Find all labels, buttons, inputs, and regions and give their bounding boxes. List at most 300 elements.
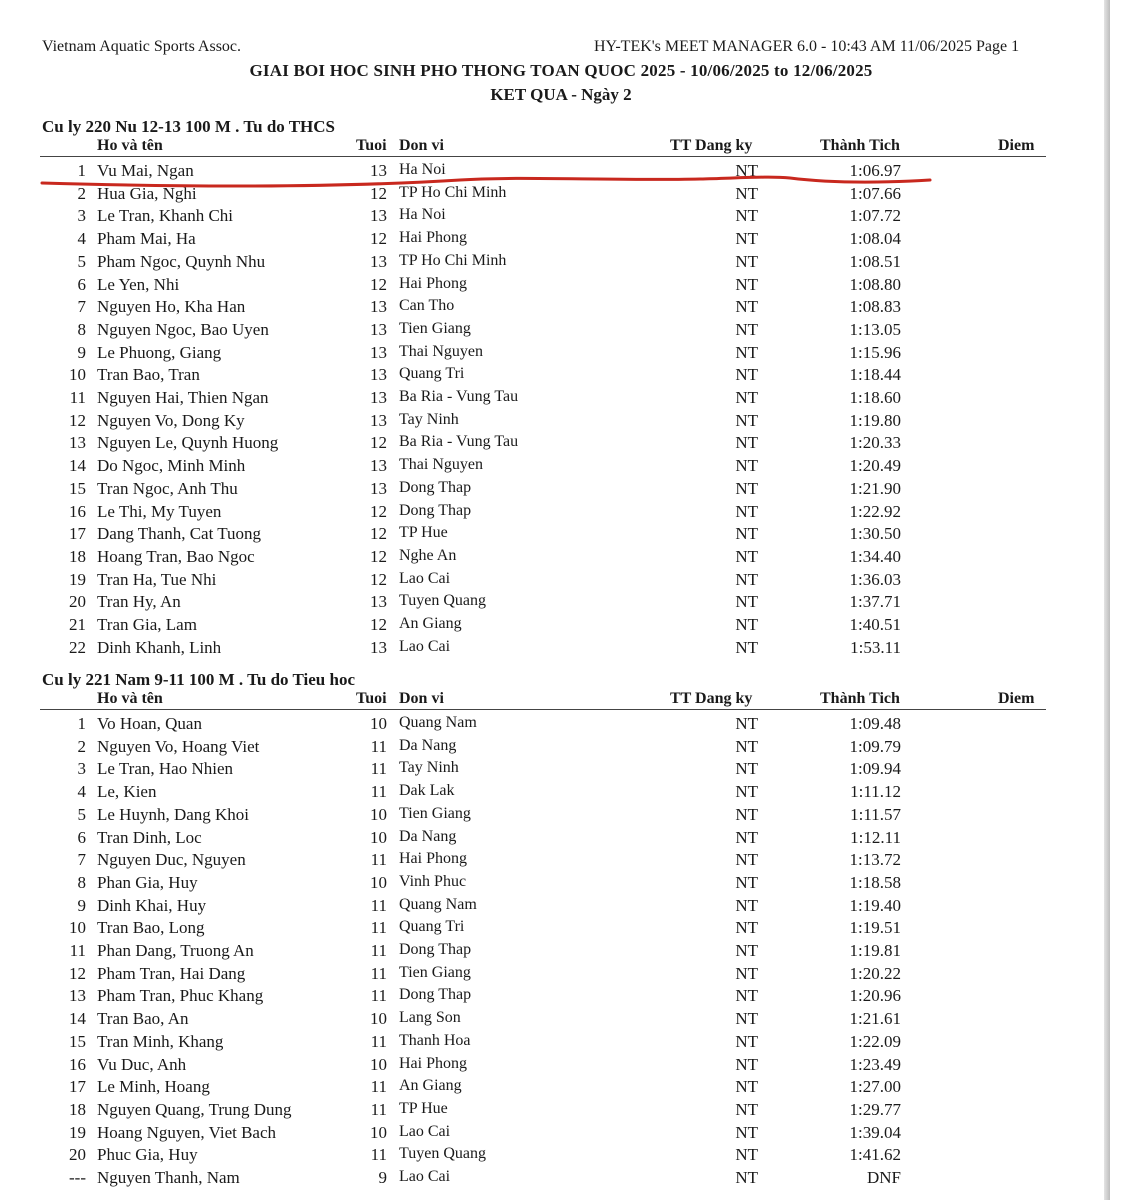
place-cell: 14: [69, 456, 86, 476]
finals-time-cell: 1:21.61: [849, 1009, 901, 1029]
table-row: [0, 941, 1110, 963]
event-title: Cu ly 220 Nu 12-13 100 M . Tu do THCS: [42, 117, 336, 136]
table-row: [0, 479, 1110, 501]
age-cell: 12: [370, 501, 387, 521]
swimmer-name-cell: Tran Gia, Lam: [97, 615, 197, 634]
seed-time-cell: NT: [735, 850, 758, 870]
table-row: [0, 229, 1110, 251]
finals-time-cell: 1:09.79: [849, 736, 901, 756]
team-cell: TP Hue: [399, 1099, 448, 1117]
finals-time-cell: 1:11.57: [850, 804, 901, 824]
age-cell: 10: [370, 714, 387, 733]
finals-time-cell: 1:08.51: [849, 251, 901, 271]
team-cell: Quang Tri: [399, 918, 465, 936]
table-row: [0, 1032, 1110, 1054]
table-row: [0, 737, 1110, 759]
finals-time-cell: 1:07.72: [849, 206, 901, 226]
swimmer-name-cell: Phuc Gia, Huy: [97, 1145, 198, 1165]
team-cell: Lao Cai: [399, 637, 451, 655]
place-cell: 5: [77, 804, 86, 824]
team-cell: TP Ho Chi Minh: [399, 251, 507, 269]
header-rule: [40, 709, 1046, 710]
table-row: [0, 570, 1110, 592]
place-cell: 11: [69, 388, 86, 407]
table-row: [0, 1145, 1110, 1167]
age-cell: 12: [370, 569, 387, 589]
swimmer-name-cell: Dang Thanh, Cat Tuong: [97, 524, 262, 544]
finals-time-cell: 1:18.44: [849, 365, 901, 385]
age-cell: 11: [370, 782, 387, 802]
table-row: [0, 252, 1110, 274]
place-cell: 14: [69, 1009, 86, 1029]
swimmer-name-cell: Le Yen, Nhi: [97, 274, 180, 294]
table-row: [0, 964, 1110, 986]
table-row: [0, 343, 1110, 365]
age-cell: 10: [370, 1009, 387, 1029]
finals-time-cell: 1:20.33: [849, 433, 901, 453]
swimmer-name-cell: Nguyen Ngoc, Bao Uyen: [97, 319, 269, 339]
team-cell: Da Nang: [399, 827, 457, 845]
age-cell: 11: [370, 941, 387, 960]
seed-time-cell: NT: [735, 251, 758, 271]
team-cell: An Giang: [399, 1077, 462, 1095]
team-cell: Tien Giang: [399, 963, 471, 981]
age-cell: 10: [370, 1122, 387, 1142]
finals-time-cell: 1:20.49: [849, 456, 901, 476]
seed-time-cell: NT: [735, 388, 758, 407]
swimmer-name-cell: Tran Dinh, Loc: [97, 827, 202, 847]
place-cell: 6: [77, 274, 86, 294]
finals-time-cell: 1:41.62: [849, 1145, 901, 1165]
place-cell: 10: [69, 365, 86, 385]
seed-time-cell: NT: [735, 1031, 758, 1051]
place-cell: 18: [69, 546, 86, 566]
swimmer-name-cell: Hoang Nguyen, Viet Bach: [97, 1122, 277, 1142]
finals-time-cell: 1:09.48: [849, 714, 901, 733]
col-points-header: Diem: [998, 137, 1035, 154]
finals-time-cell: 1:39.04: [849, 1122, 901, 1142]
swimmer-name-cell: Nguyen Thanh, Nam: [97, 1168, 240, 1187]
place-cell: 21: [69, 615, 86, 634]
team-cell: Ha Noi: [399, 161, 446, 178]
seed-time-cell: NT: [735, 1099, 758, 1119]
age-cell: 10: [370, 827, 387, 847]
swimmer-name-cell: Pham Ngoc, Quynh Nhu: [97, 251, 266, 271]
age-cell: 12: [370, 546, 387, 566]
team-cell: Ba Ria - Vung Tau: [399, 388, 519, 405]
page-edge: [1104, 0, 1110, 1200]
software-stamp: HY-TEK's MEET MANAGER 6.0 - 10:43 AM 11/06/2025 Page 1: [594, 38, 1020, 55]
swimmer-name-cell: Nguyen Quang, Trung Dung: [97, 1099, 292, 1119]
team-cell: Lang Son: [399, 1009, 461, 1027]
swimmer-name-cell: Tran Ngoc, Anh Thu: [97, 478, 238, 498]
team-cell: Dak Lak: [399, 782, 455, 800]
swimmer-name-cell: Nguyen Ho, Kha Han: [97, 297, 246, 317]
age-cell: 13: [370, 297, 387, 317]
finals-time-cell: 1:11.12: [850, 782, 901, 802]
seed-time-cell: NT: [735, 183, 758, 203]
seed-time-cell: NT: [735, 342, 758, 362]
finals-time-cell: DNF: [866, 1168, 901, 1187]
place-cell: 6: [77, 827, 86, 847]
table-row: [0, 714, 1110, 736]
team-cell: Dong Thap: [399, 986, 472, 1004]
finals-time-cell: 1:08.83: [849, 297, 901, 317]
header-rule: [40, 156, 1046, 157]
finals-time-cell: 1:09.94: [849, 759, 901, 779]
place-cell: 8: [77, 319, 86, 339]
team-cell: Quang Nam: [399, 714, 477, 731]
team-cell: Quang Tri: [399, 365, 465, 383]
team-cell: TP Ho Chi Minh: [399, 183, 507, 201]
organization-name: Vietnam Aquatic Sports Assoc.: [42, 38, 242, 55]
place-cell: 9: [77, 342, 86, 362]
place-cell: 2: [77, 736, 86, 756]
table-row: [0, 1168, 1110, 1190]
finals-time-cell: 1:19.40: [849, 895, 901, 915]
seed-time-cell: NT: [735, 501, 758, 521]
finals-time-cell: 1:18.60: [849, 388, 901, 407]
age-cell: 13: [370, 478, 387, 498]
swimmer-name-cell: Tran Hy, An: [97, 592, 181, 612]
seed-time-cell: NT: [735, 274, 758, 294]
table-row: [0, 388, 1110, 410]
team-cell: Tay Ninh: [399, 759, 459, 777]
team-cell: Lao Cai: [399, 569, 451, 587]
column-header-row: [0, 137, 1110, 157]
team-cell: Nghe An: [399, 546, 457, 564]
place-cell: 3: [77, 759, 86, 779]
finals-time-cell: 1:08.04: [849, 229, 901, 249]
team-cell: Hai Phong: [399, 274, 467, 292]
swimmer-name-cell: Dinh Khai, Huy: [97, 895, 207, 915]
seed-time-cell: NT: [735, 410, 758, 430]
team-cell: Ha Noi: [399, 206, 446, 224]
table-row: [0, 896, 1110, 918]
place-cell: 4: [77, 782, 86, 802]
table-row: [0, 850, 1110, 872]
swimmer-name-cell: Do Ngoc, Minh Minh: [97, 456, 246, 476]
place-cell: 9: [77, 895, 86, 915]
col-age-header: Tuoi: [356, 137, 387, 154]
age-cell: 13: [370, 456, 387, 476]
age-cell: 11: [370, 850, 387, 870]
team-cell: Tien Giang: [399, 319, 471, 337]
place-cell: 11: [69, 941, 86, 960]
seed-time-cell: NT: [735, 1077, 758, 1097]
finals-time-cell: 1:30.50: [849, 524, 901, 544]
age-cell: 13: [370, 342, 387, 362]
age-cell: 13: [370, 161, 387, 180]
age-cell: 10: [370, 1054, 387, 1074]
finals-time-cell: 1:37.71: [849, 592, 901, 612]
age-cell: 12: [370, 524, 387, 544]
finals-time-cell: 1:34.40: [849, 546, 901, 566]
team-cell: TP Hue: [399, 524, 448, 542]
table-row: [0, 759, 1110, 781]
seed-time-cell: NT: [735, 592, 758, 612]
swimmer-name-cell: Nguyen Hai, Thien Ngan: [97, 388, 269, 407]
seed-time-cell: NT: [735, 524, 758, 544]
age-cell: 11: [370, 895, 387, 915]
age-cell: 13: [370, 319, 387, 339]
place-cell: 5: [77, 251, 86, 271]
col-name-header: Ho và tên: [97, 137, 163, 154]
finals-time-cell: 1:36.03: [849, 569, 901, 589]
table-row: [0, 433, 1110, 455]
table-row: [0, 184, 1110, 206]
team-cell: Hai Phong: [399, 229, 467, 247]
swimmer-name-cell: Vo Hoan, Quan: [97, 714, 202, 733]
place-cell: 13: [69, 433, 86, 453]
swimmer-name-cell: Vu Duc, Anh: [97, 1054, 187, 1074]
seed-time-cell: NT: [735, 478, 758, 498]
swimmer-name-cell: Hua Gia, Nghi: [97, 183, 197, 203]
table-row: [0, 918, 1110, 940]
team-cell: Lao Cai: [399, 1168, 451, 1185]
table-row: [0, 320, 1110, 342]
col-time-header: Thành Tich: [820, 690, 900, 707]
place-cell: 10: [69, 918, 86, 938]
swimmer-name-cell: Tran Ha, Tue Nhi: [97, 569, 217, 589]
place-cell: 1: [77, 714, 86, 733]
seed-time-cell: NT: [735, 161, 758, 180]
swimmer-name-cell: Dinh Khanh, Linh: [97, 637, 222, 657]
finals-time-cell: 1:20.96: [849, 986, 901, 1006]
team-cell: Thai Nguyen: [399, 342, 483, 360]
team-cell: Thai Nguyen: [399, 456, 483, 474]
place-cell: 19: [69, 569, 86, 589]
finals-time-cell: 1:13.05: [849, 319, 901, 339]
place-cell: 20: [69, 1145, 86, 1165]
team-cell: Dong Thap: [399, 941, 472, 958]
finals-time-cell: 1:06.97: [849, 161, 901, 180]
swimmer-name-cell: Tran Bao, Long: [97, 918, 205, 938]
seed-time-cell: NT: [735, 365, 758, 385]
finals-time-cell: 1:13.72: [849, 850, 901, 870]
place-cell: 7: [77, 297, 86, 317]
table-row: [0, 365, 1110, 387]
team-cell: Da Nang: [399, 736, 457, 754]
finals-time-cell: 1:22.92: [849, 501, 901, 521]
finals-time-cell: 1:21.90: [849, 478, 901, 498]
age-cell: 11: [370, 1099, 387, 1119]
table-row: [0, 1055, 1110, 1077]
table-row: [0, 1009, 1110, 1031]
seed-time-cell: NT: [735, 714, 758, 733]
age-cell: 12: [370, 183, 387, 203]
swimmer-name-cell: Tran Bao, An: [97, 1009, 189, 1029]
place-cell: ---: [69, 1168, 86, 1187]
seed-time-cell: NT: [735, 827, 758, 847]
finals-time-cell: 1:27.00: [849, 1077, 901, 1097]
seed-time-cell: NT: [735, 569, 758, 589]
team-cell: Vinh Phuc: [399, 872, 467, 890]
team-cell: Tay Ninh: [399, 410, 459, 428]
team-cell: An Giang: [399, 615, 462, 632]
seed-time-cell: NT: [735, 804, 758, 824]
swimmer-name-cell: Le Huynh, Dang Khoi: [97, 804, 250, 824]
table-row: [0, 828, 1110, 850]
table-row: [0, 615, 1110, 637]
swimmer-name-cell: Phan Gia, Huy: [97, 872, 198, 892]
place-cell: 17: [69, 1077, 86, 1097]
swimmer-name-cell: Tran Bao, Tran: [97, 365, 200, 385]
place-cell: 20: [69, 592, 86, 612]
place-cell: 17: [69, 524, 86, 544]
swimmer-name-cell: Nguyen Vo, Hoang Viet: [97, 736, 260, 756]
swimmer-name-cell: Nguyen Duc, Nguyen: [97, 850, 246, 870]
age-cell: 12: [370, 615, 387, 634]
place-cell: 16: [69, 501, 86, 521]
table-row: [0, 206, 1110, 228]
team-cell: Tien Giang: [399, 804, 471, 822]
swimmer-name-cell: Le Thi, My Tuyen: [97, 501, 222, 521]
seed-time-cell: NT: [735, 1145, 758, 1165]
seed-time-cell: NT: [735, 1122, 758, 1142]
age-cell: 11: [370, 1077, 387, 1097]
finals-time-cell: 1:23.49: [849, 1054, 901, 1074]
col-points-header: Diem: [998, 690, 1035, 707]
swimmer-name-cell: Pham Mai, Ha: [97, 229, 196, 249]
table-row: [0, 411, 1110, 433]
col-team-header: Don vi: [399, 690, 444, 707]
seed-time-cell: NT: [735, 986, 758, 1006]
seed-time-cell: NT: [735, 941, 758, 960]
team-cell: Quang Nam: [399, 895, 477, 913]
swimmer-name-cell: Nguyen Le, Quynh Huong: [97, 433, 279, 453]
seed-time-cell: NT: [735, 297, 758, 317]
table-row: [0, 805, 1110, 827]
place-cell: 18: [69, 1099, 86, 1119]
swimmer-name-cell: Le Tran, Khanh Chi: [97, 206, 233, 226]
swimmer-name-cell: Le, Kien: [97, 782, 157, 802]
column-header-row: [0, 690, 1110, 710]
swimmer-name-cell: Tran Minh, Khang: [97, 1031, 224, 1051]
age-cell: 12: [370, 274, 387, 294]
place-cell: 15: [69, 1031, 86, 1051]
place-cell: 3: [77, 206, 86, 226]
place-cell: 16: [69, 1054, 86, 1074]
table-row: [0, 638, 1110, 660]
seed-time-cell: NT: [735, 872, 758, 892]
meet-subtitle: KET QUA - Ngày 2: [490, 85, 632, 104]
place-cell: 2: [77, 183, 86, 203]
team-cell: Tuyen Quang: [399, 592, 486, 610]
place-cell: 15: [69, 478, 86, 498]
seed-time-cell: NT: [735, 1168, 758, 1187]
finals-time-cell: 1:19.80: [849, 410, 901, 430]
age-cell: 13: [370, 206, 387, 226]
team-cell: Tuyen Quang: [399, 1145, 486, 1163]
age-cell: 10: [370, 804, 387, 824]
seed-time-cell: NT: [735, 206, 758, 226]
seed-time-cell: NT: [735, 615, 758, 634]
finals-time-cell: 1:53.11: [850, 637, 901, 657]
table-row: [0, 1077, 1110, 1099]
swimmer-name-cell: Le Minh, Hoang: [97, 1077, 210, 1097]
finals-time-cell: 1:29.77: [849, 1099, 901, 1119]
table-row: [0, 275, 1110, 297]
finals-time-cell: 1:19.51: [849, 918, 901, 938]
seed-time-cell: NT: [735, 433, 758, 453]
age-cell: 13: [370, 365, 387, 385]
seed-time-cell: NT: [735, 229, 758, 249]
finals-time-cell: 1:22.09: [849, 1031, 901, 1051]
seed-time-cell: NT: [735, 1054, 758, 1074]
col-name-header: Ho và tên: [97, 690, 163, 707]
col-seed-header: TT Dang ky: [670, 137, 753, 154]
place-cell: 4: [77, 229, 86, 249]
team-cell: Can Tho: [399, 297, 455, 315]
finals-time-cell: 1:07.66: [849, 183, 901, 203]
table-row: [0, 592, 1110, 614]
swimmer-name-cell: Le Tran, Hao Nhien: [97, 759, 233, 779]
age-cell: 11: [370, 918, 387, 938]
team-cell: Lao Cai: [399, 1122, 451, 1140]
table-row: [0, 297, 1110, 319]
place-cell: 22: [69, 637, 86, 657]
table-row: [0, 456, 1110, 478]
finals-time-cell: 1:40.51: [849, 615, 901, 634]
seed-time-cell: NT: [735, 782, 758, 802]
swimmer-name-cell: Le Phuong, Giang: [97, 342, 222, 362]
age-cell: 11: [370, 736, 387, 756]
place-cell: 7: [77, 850, 86, 870]
table-row: [0, 502, 1110, 524]
place-cell: 12: [69, 963, 86, 983]
table-row: [0, 524, 1110, 546]
seed-time-cell: NT: [735, 918, 758, 938]
age-cell: 13: [370, 388, 387, 407]
age-cell: 11: [370, 963, 387, 983]
finals-time-cell: 1:20.22: [849, 963, 901, 983]
age-cell: 11: [370, 986, 387, 1006]
seed-time-cell: NT: [735, 319, 758, 339]
seed-time-cell: NT: [735, 456, 758, 476]
table-row: [0, 1100, 1110, 1122]
swimmer-name-cell: Pham Tran, Phuc Khang: [97, 986, 264, 1006]
age-cell: 11: [370, 1145, 387, 1165]
finals-time-cell: 1:12.11: [850, 827, 901, 847]
finals-time-cell: 1:15.96: [849, 342, 901, 362]
age-cell: 11: [370, 1031, 387, 1051]
team-cell: Hai Phong: [399, 850, 467, 868]
age-cell: 13: [370, 251, 387, 271]
col-age-header: Tuoi: [356, 690, 387, 707]
seed-time-cell: NT: [735, 637, 758, 657]
swimmer-name-cell: Pham Tran, Hai Dang: [97, 963, 246, 983]
team-cell: Ba Ria - Vung Tau: [399, 433, 519, 451]
seed-time-cell: NT: [735, 895, 758, 915]
age-cell: 11: [370, 759, 387, 779]
finals-time-cell: 1:19.81: [849, 941, 901, 960]
table-row: [0, 1123, 1110, 1145]
age-cell: 13: [370, 592, 387, 612]
finals-time-cell: 1:08.80: [849, 274, 901, 294]
swimmer-name-cell: Vu Mai, Ngan: [97, 161, 194, 180]
table-row: [0, 547, 1110, 569]
age-cell: 10: [370, 872, 387, 892]
swimmer-name-cell: Hoang Tran, Bao Ngoc: [97, 546, 255, 566]
age-cell: 13: [370, 637, 387, 657]
place-cell: 19: [69, 1122, 86, 1142]
table-row: [0, 986, 1110, 1008]
age-cell: 9: [378, 1168, 387, 1187]
team-cell: Dong Thap: [399, 501, 472, 519]
team-cell: Hai Phong: [399, 1054, 467, 1072]
col-seed-header: TT Dang ky: [670, 690, 753, 707]
